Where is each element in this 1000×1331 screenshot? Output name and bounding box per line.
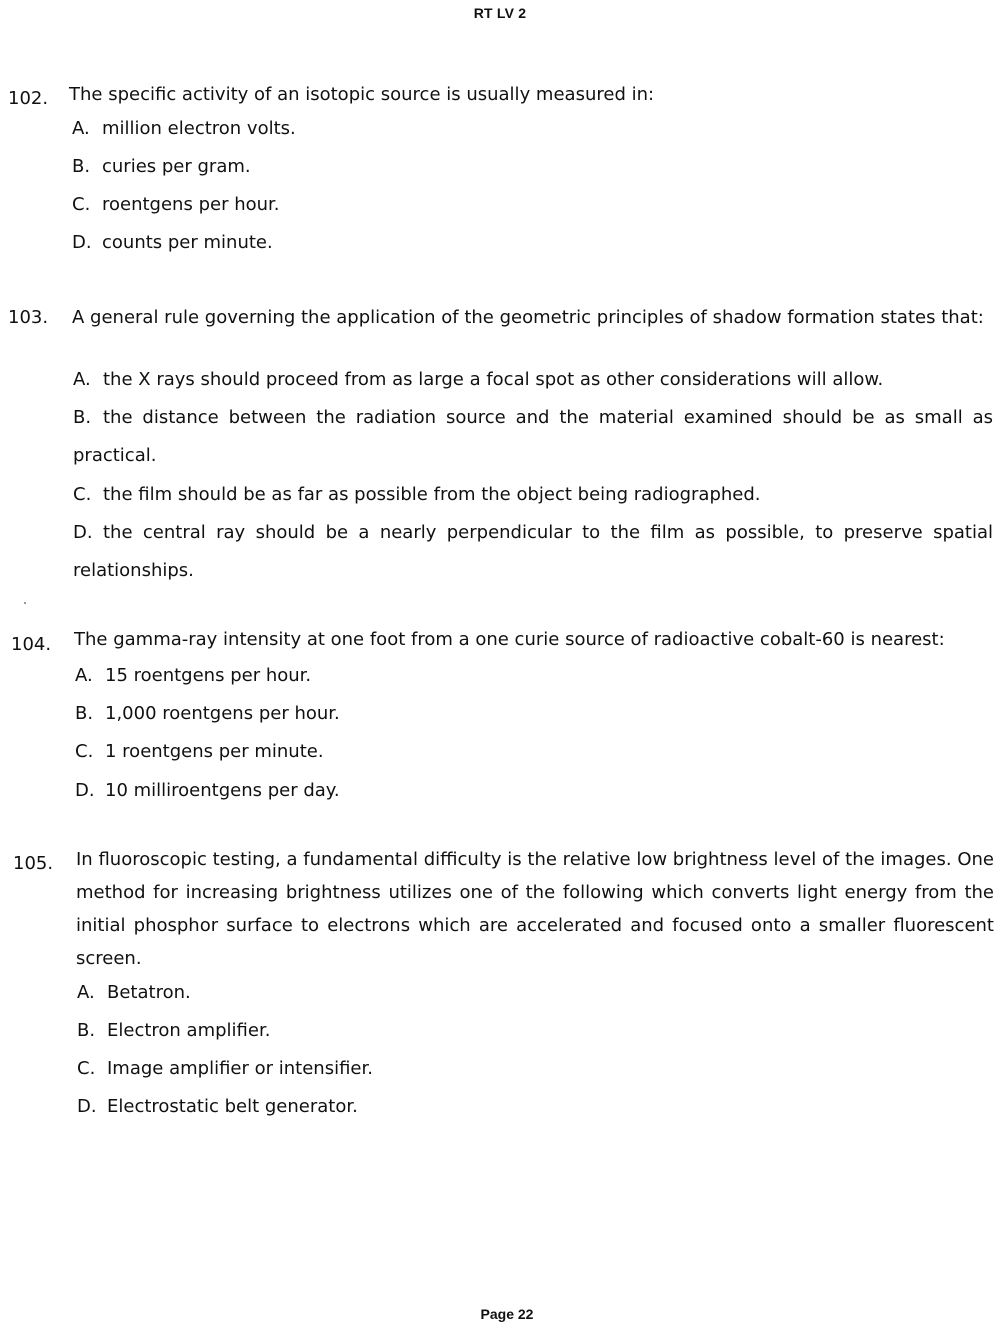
option-b xyxy=(77,1012,977,1050)
option-text: counts per minute. xyxy=(102,232,273,253)
option-letter: C. xyxy=(77,1058,96,1079)
option-d xyxy=(75,772,975,810)
question-stem: The gamma-ray intensity at one foot from a one curie source of radioactive cobalt-60 is nearest: xyxy=(74,629,945,650)
option-letter: D. xyxy=(72,232,92,253)
option-b xyxy=(75,695,975,733)
option-letter: B. xyxy=(73,407,92,428)
option-text: roentgens per hour. xyxy=(102,194,280,215)
option-letter: D. xyxy=(73,522,93,543)
question-number: 104. xyxy=(11,634,52,655)
option-text: million electron volts. xyxy=(102,118,296,139)
option-letter: B. xyxy=(77,1020,96,1041)
option-text: the film should be as far as possible from the object being radiographed. xyxy=(103,484,761,505)
option-letter: A. xyxy=(75,665,93,686)
option-letter: C. xyxy=(72,194,91,215)
option-text: Betatron. xyxy=(107,982,191,1003)
option-letter: A. xyxy=(73,369,91,390)
option-text: Electrostatic belt generator. xyxy=(107,1096,358,1117)
option-text: the distance between the radiation source and the material examined should be as small as practical. xyxy=(73,407,993,466)
question-stem: The specific activity of an isotopic source is usually measured in: xyxy=(69,84,655,105)
option-letter: A. xyxy=(77,982,95,1003)
option-text: the central ray should be a nearly perpendicular to the film as possible, to preserve spatial relationships. xyxy=(73,522,993,581)
option-a xyxy=(75,657,975,695)
page-header: RT LV 2 xyxy=(473,5,527,21)
option-text: 1 roentgens per minute. xyxy=(105,741,324,762)
option-d xyxy=(72,224,972,262)
option-text: 15 roentgens per hour. xyxy=(105,665,312,686)
option-d xyxy=(77,1088,977,1126)
option-b xyxy=(73,399,993,475)
option-a xyxy=(77,974,977,1012)
option-text: 1,000 roentgens per hour. xyxy=(105,703,340,724)
option-text: 10 milliroentgens per day. xyxy=(105,780,340,801)
option-text: the X rays should proceed from as large a focal spot as other considerations will allow. xyxy=(103,369,884,390)
option-c xyxy=(73,476,993,514)
page-number: Page 22 xyxy=(480,1306,534,1322)
option-text: Electron amplifier. xyxy=(107,1020,271,1041)
scan-speck xyxy=(24,602,26,604)
option-c xyxy=(77,1050,977,1088)
option-b xyxy=(72,148,972,186)
option-letter: B. xyxy=(75,703,94,724)
option-letter: D. xyxy=(77,1096,97,1117)
question-number: 105. xyxy=(13,853,54,874)
option-letter: C. xyxy=(75,741,94,762)
question-stem: In fluoroscopic testing, a fundamental difficulty is the relative low brightness level of the images. One method for increasing brightness utilizes one of the following which converts light energy from the initial phosphor surface to electrons which are accelerated and focused onto a smaller fluorescent screen. xyxy=(76,849,994,969)
option-c xyxy=(72,186,972,224)
option-a xyxy=(73,361,993,399)
option-letter: C. xyxy=(73,484,92,505)
option-d xyxy=(73,514,993,590)
option-letter: D. xyxy=(75,780,95,801)
question-number: 103. xyxy=(8,307,49,328)
option-text: curies per gram. xyxy=(102,156,251,177)
option-a xyxy=(72,110,972,148)
option-letter: A. xyxy=(72,118,90,139)
question-number: 102. xyxy=(8,88,49,109)
option-letter: B. xyxy=(72,156,91,177)
question-stem: A general rule governing the application of the geometric principles of shadow formation states that: xyxy=(72,307,984,328)
option-text: Image amplifier or intensifier. xyxy=(107,1058,373,1079)
option-c xyxy=(75,733,975,771)
